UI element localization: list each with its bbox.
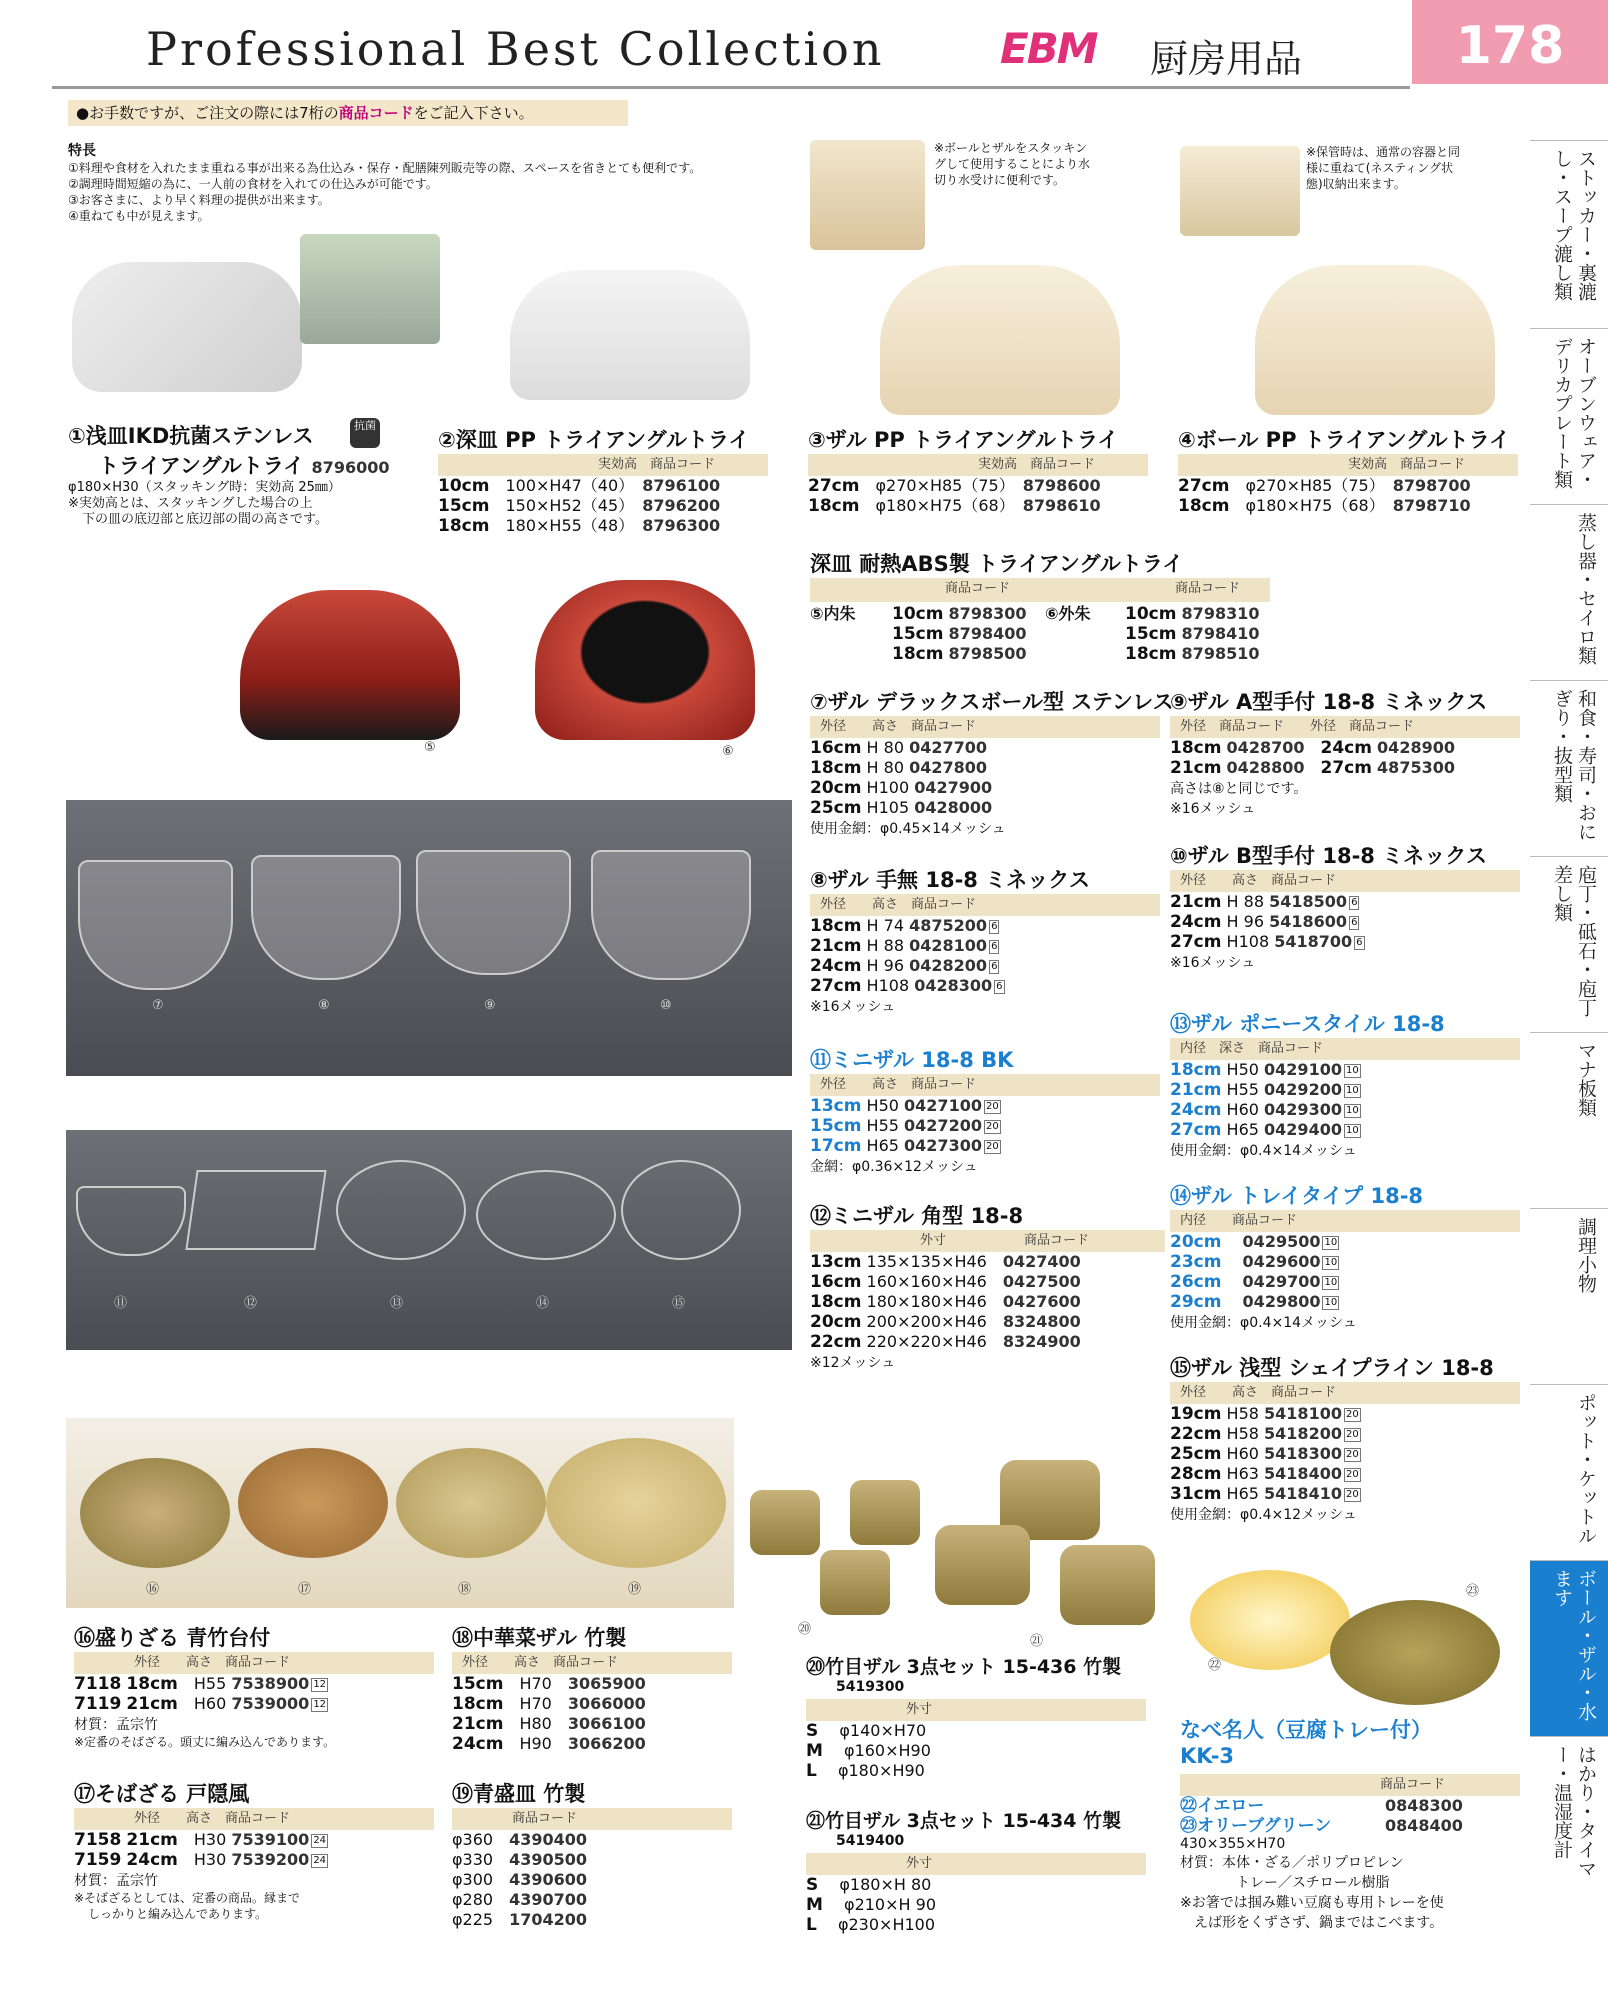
tray-16: [80, 1458, 230, 1568]
product-note: ※実効高とは、スタッキングした場合の上: [68, 496, 313, 511]
table-header: 内径 深さ 商品コード: [1170, 1038, 1520, 1060]
product-name: なべ名人（豆腐トレー付）: [1180, 1718, 1432, 1742]
table-header: 外寸: [806, 1699, 1146, 1721]
sidebar-item-knives[interactable]: 庖丁・砥石・庖丁差し類: [1530, 856, 1608, 1032]
photo-label: ⑥: [722, 744, 734, 759]
antibacterial-badge: 抗菌: [350, 418, 380, 448]
table-header: 外径 高さ 商品コード: [810, 716, 1160, 738]
table-row: 20cm H100 0427900: [810, 778, 993, 798]
product-12: [810, 1200, 1165, 1372]
table-row: 26cm 0429700 10: [1170, 1272, 1338, 1292]
mesh-note: ※16メッシュ: [1170, 955, 1256, 971]
product-number: ⑮: [1170, 1356, 1191, 1380]
table-header: 内径 商品コード: [1170, 1210, 1520, 1232]
product-image-mini-colanders: [66, 1130, 792, 1350]
table-header: 外寸: [806, 1853, 1146, 1875]
product-name: ミニザル 18-8 BK: [831, 1048, 1014, 1072]
product-20: [806, 1652, 1146, 1781]
photo-label: ⑦: [152, 998, 164, 1013]
product-18: [452, 1622, 732, 1754]
product-image-red-inner: [240, 590, 460, 740]
product-19: [452, 1778, 732, 1930]
colander-13: [336, 1160, 466, 1260]
table-row: 29cm 0429800 10: [1170, 1292, 1338, 1312]
feature-item: ④重ねても中が見えます。: [68, 209, 210, 223]
product-2: [438, 424, 768, 536]
basket-m: [850, 1480, 920, 1545]
sidebar-item-japanese[interactable]: 和食・寿司・おにぎり・抜型類: [1530, 680, 1608, 856]
table-row: 21cm H 88 0428100 6: [810, 936, 998, 956]
table-header: 実効高 商品コード: [808, 454, 1148, 476]
table-header: 外径 高さ 商品コード: [810, 894, 1160, 916]
sidebar-item-ovenware[interactable]: オーブンウェア・デリカプレート類: [1530, 328, 1608, 504]
colander-8: [251, 855, 401, 980]
table-row: 28cm H63 5418400 20: [1170, 1464, 1359, 1484]
table-row: φ330 4390500: [452, 1850, 588, 1869]
product-number: ②: [438, 428, 456, 452]
material-note: トレー／スチロール樹脂: [1236, 1875, 1390, 1891]
sidebar-item-utensils[interactable]: 調理小物: [1530, 1208, 1608, 1384]
product-name: 中華菜ザル 竹製: [473, 1626, 627, 1650]
product-name: 盛りざる 青竹台付: [95, 1626, 271, 1650]
table-row: 21cm H 88 5418500 6: [1170, 892, 1358, 912]
table-row: 24cm H 96 5418600 6: [1170, 912, 1358, 932]
colander-14: [476, 1170, 616, 1260]
product-image-deep-plate: [510, 270, 750, 400]
product-number: ⑧: [810, 868, 828, 892]
product-name: そばざる 戸隠風: [95, 1782, 250, 1806]
material-note: 材質：孟宗竹: [74, 1873, 158, 1889]
product-name: ザル B型手付 18-8 ミネックス: [1187, 844, 1488, 868]
table-row: 16cm H 80 0427700: [810, 738, 988, 758]
table-header: 外径 高さ 商品コード: [1170, 1382, 1520, 1404]
product-spec: φ180×H30（スタッキング時：実効高 25㎜）: [68, 480, 341, 495]
product-name: 浅皿IKD抗菌ステンレス: [85, 424, 314, 448]
product-number: ⑪: [810, 1048, 831, 1072]
product-name: ザル 浅型 シェイプライン 18-8: [1191, 1356, 1494, 1380]
table-row: 18cm φ180×H75（68） 8798610: [808, 496, 1101, 516]
table-row: 21cm 0428800 27cm 4875300: [1170, 758, 1455, 778]
photo-label: ㉓: [1466, 1584, 1480, 1599]
product-note: ※定番のそばざる。頭丈に編み込んであります。: [74, 1735, 336, 1749]
table-header: 外寸 商品コード: [810, 1230, 1165, 1252]
table-row: 15cm H70 3065900: [452, 1674, 646, 1694]
product-name: 竹目ザル 3点セット 15-434 竹製: [825, 1810, 1122, 1832]
product-code: 5419400: [836, 1833, 905, 1849]
product-number: ④: [1178, 428, 1196, 452]
product-name: 竹目ザル 3点セット 15-436 竹製: [825, 1656, 1122, 1678]
product-number: ⑱: [452, 1626, 473, 1650]
product-name: ザル デラックスボール型 ステンレス: [827, 690, 1174, 714]
notice-text-end: をご記入下さい。: [413, 104, 534, 122]
table-row: 17cm H65 0427300 20: [810, 1136, 999, 1156]
product-note: ※お箸では掴み難い豆腐も専用トレーを使: [1180, 1895, 1444, 1911]
table-row: φ300 4390600: [452, 1870, 588, 1889]
table-row: 21cm H55 0429200 10: [1170, 1080, 1359, 1100]
product-note: 下の皿の底辺部と底辺部の間の高さです。: [82, 512, 328, 527]
sidebar-item-stockers[interactable]: ストッカー・裏漉し・スープ漉し類: [1530, 140, 1608, 328]
colander-7: [78, 860, 233, 990]
table-row: 27cm φ270×H85（75） 8798700: [1178, 476, 1471, 496]
tray-19: [546, 1438, 726, 1568]
product-10: [1170, 840, 1520, 972]
photo-label: ⑲: [628, 1582, 642, 1597]
height-note: 高さは⑧と同じです。: [1170, 781, 1308, 797]
table-header: 外径 高さ 商品コード: [74, 1652, 434, 1674]
product-name: ザル 手無 18-8 ミネックス: [827, 868, 1091, 892]
photo-label: ⑱: [458, 1582, 472, 1597]
feature-item: ③お客さまに、より早く料理の提供が出来ます。: [68, 193, 330, 207]
product-name: ザル PP トライアングルトライ: [825, 428, 1119, 452]
variant-label: ⑥外朱: [1045, 604, 1091, 623]
table-header: 外径 高さ 商品コード: [1170, 870, 1520, 892]
product-21: [806, 1806, 1146, 1935]
table-row: 7118 18cm H55 7538900 12: [74, 1674, 327, 1694]
product-3: [808, 424, 1148, 516]
table-header: 商品コード: [1180, 1774, 1520, 1796]
table-row: L φ180×H90: [806, 1761, 925, 1781]
table-row: 18cm 8798510: [1125, 644, 1260, 664]
product-image-colander-pp: [880, 265, 1120, 415]
table-header: 外径 高さ 商品コード: [810, 1074, 1160, 1096]
product-number: ①: [68, 424, 86, 448]
colander-15: [621, 1160, 741, 1260]
table-row: 20cm 0429500 10: [1170, 1232, 1338, 1252]
stack-note: ※ボールとザルをスタッキングして使用することにより水切り水受けに便利です。: [934, 141, 1091, 187]
product-number: ⑭: [1170, 1184, 1191, 1208]
product-number: ⑰: [74, 1782, 95, 1806]
product-number: ⑯: [74, 1626, 95, 1650]
tray-17: [238, 1448, 388, 1558]
material-note: 材質：孟宗竹: [74, 1717, 158, 1733]
sidebar-item-pots-kettles[interactable]: ポット・ケットル: [1530, 1384, 1608, 1560]
table-header: 商品コード 商品コード: [810, 578, 1270, 602]
product-number: ⑬: [1170, 1012, 1191, 1036]
product-name: ミニザル 角型 18-8: [831, 1204, 1024, 1228]
notice-emphasis: 商品コード: [338, 104, 414, 122]
product-image-colanders: [66, 800, 792, 1076]
basket-s: [750, 1490, 820, 1555]
table-row: 10cm 8798310: [1125, 604, 1260, 624]
basket-xl2: [935, 1525, 1030, 1605]
product-image-nest-demo: [1180, 146, 1300, 236]
table-row: 15cm 8798400: [892, 624, 1027, 644]
table-row: 27cm H108 0428300 6: [810, 976, 1003, 996]
table-row: 25cm H105 0428000: [810, 798, 993, 818]
product-16: [74, 1622, 434, 1750]
sidebar-item-cutting-boards[interactable]: マナ板類: [1530, 1032, 1608, 1208]
material-note: 材質：本体・ざる／ポリプロピレン: [1180, 1855, 1404, 1871]
basket-l: [820, 1550, 890, 1615]
table-row: 25cm H60 5418300 20: [1170, 1444, 1359, 1464]
material-note: 使用金網：φ0.4×14メッシュ: [1170, 1315, 1357, 1331]
product-9: [1170, 686, 1520, 818]
product-image-tray-steel: [72, 262, 302, 392]
table-row: ㉓オリーブグリーン 0848400: [1180, 1816, 1463, 1836]
product-note: えば形をくずさず、鍋まではこべます。: [1194, 1915, 1444, 1931]
product-note: しっかりと編み込んであります。: [88, 1907, 268, 1921]
sidebar-item-scales-timers[interactable]: はかり・タイマー・温湿度計: [1530, 1736, 1608, 1912]
table-header: 外径 高さ 商品コード: [74, 1808, 434, 1830]
table-row: 15cm 150×H52（45） 8796200: [438, 496, 721, 516]
product-13: [1170, 1008, 1520, 1160]
product-number: ⑲: [452, 1782, 473, 1806]
features-block: [68, 140, 808, 224]
table-header: 商品コード: [452, 1808, 732, 1830]
tray-18: [396, 1448, 546, 1558]
table-row: L φ230×H100: [806, 1915, 936, 1935]
table-row: 18cm φ180×H75（68） 8798710: [1178, 496, 1471, 516]
product-number: ⑫: [810, 1204, 831, 1228]
table-row: 18cm 180×180×H46 0427600: [810, 1292, 1081, 1312]
table-row: 21cm H80 3066100: [452, 1714, 646, 1734]
product-image-nabe-meijin: [1190, 1570, 1500, 1720]
product-name: ザル A型手付 18-8 ミネックス: [1187, 690, 1488, 714]
table-row: 15cm 8798410: [1125, 624, 1260, 644]
table-row: M φ160×H90: [806, 1741, 931, 1761]
table-row: ㉒イエロー 0848300: [1180, 1796, 1463, 1816]
table-row: 18cm 0428700 24cm 0428900: [1170, 738, 1455, 758]
mesh-note: ※16メッシュ: [810, 999, 896, 1015]
product-number: ⑩: [1170, 844, 1188, 868]
product-code: 5419300: [836, 1679, 905, 1695]
photo-label: ⑮: [672, 1296, 686, 1311]
photo-label: ⑫: [244, 1296, 258, 1311]
table-row: 22cm H58 5418200 20: [1170, 1424, 1359, 1444]
table-row: 7119 21cm H60 7539000 12: [74, 1694, 327, 1714]
material-note: 使用金網：φ0.4×14メッシュ: [1170, 1143, 1357, 1159]
photo-label: ㉑: [1030, 1634, 1044, 1649]
mesh-note: 金網：φ0.36×12メッシュ: [810, 1159, 978, 1175]
photo-label: ⑰: [298, 1582, 312, 1597]
photo-label: ⑭: [536, 1296, 550, 1311]
product-15: [1170, 1352, 1520, 1524]
notice-text: ●お手数ですが、ご注文の際には7桁の: [76, 104, 339, 122]
table-row: φ360 4390400: [452, 1830, 588, 1849]
product-name: ザル トレイタイプ 18-8: [1191, 1184, 1424, 1208]
product-image-red-outer: [535, 580, 755, 740]
table-row: 16cm 160×160×H46 0427500: [810, 1272, 1081, 1292]
order-notice: [68, 100, 628, 126]
table-row: 22cm 220×220×H46 8324900: [810, 1332, 1081, 1352]
product-name: ボール PP トライアングルトライ: [1195, 428, 1510, 452]
table-row: 18cm H50 0429100 10: [1170, 1060, 1359, 1080]
product-22: [1180, 1714, 1520, 1932]
table-header: 外径 高さ 商品コード: [452, 1652, 732, 1674]
table-row: 15cm H55 0427200 20: [810, 1116, 999, 1136]
product-name: 深皿 耐熱ABS製 トライアングルトライ: [810, 552, 1184, 576]
material-note: 使用金網：φ0.45×14メッシュ: [810, 821, 1006, 837]
category-title: 厨房用品: [1150, 37, 1303, 81]
table-row: 7158 21cm H30 7539100 24: [74, 1830, 327, 1850]
product-name-2: トライアングルトライ: [98, 454, 305, 478]
table-row: S φ140×H70: [806, 1721, 927, 1741]
product-image-bamboo-sets: [740, 1450, 1170, 1650]
photo-label: ⑨: [484, 998, 496, 1013]
product-8: [810, 864, 1160, 1016]
photo-label: ⑤: [424, 740, 436, 755]
photo-label: ㉒: [1208, 1658, 1222, 1673]
table-header: 外径 商品コード 外径 商品コード: [1170, 716, 1520, 738]
product-image-bowl-pp: [1255, 265, 1495, 415]
tray-olive: [1330, 1600, 1500, 1705]
photo-label: ⑬: [390, 1296, 404, 1311]
product-number: ③: [808, 428, 826, 452]
colander-10: [591, 850, 751, 980]
brand-logo: EBM: [1000, 24, 1097, 73]
table-row: 24cm H 96 0428200 6: [810, 956, 998, 976]
material-note: 使用金網：φ0.4×12メッシュ: [1170, 1507, 1357, 1523]
table-row: 18cm 180×H55（48） 8796300: [438, 516, 721, 536]
table-row: 13cm 135×135×H46 0427400: [810, 1252, 1081, 1272]
product-number: ⑦: [810, 690, 828, 714]
table-row: 23cm 0429600 10: [1170, 1252, 1338, 1272]
product-number: ⑳: [806, 1656, 826, 1678]
table-row: φ225 1704200: [452, 1910, 588, 1929]
product-image-stacked: [300, 234, 440, 344]
mesh-note: ※16メッシュ: [1170, 801, 1256, 817]
table-row: M φ210×H 90: [806, 1895, 936, 1915]
features-title: 特長: [68, 143, 96, 159]
sidebar-item-bowls-colanders[interactable]: ボール・ザル・水ます: [1530, 1560, 1608, 1736]
table-row: 10cm 100×H47（40） 8796100: [438, 476, 721, 496]
product-14: [1170, 1180, 1520, 1332]
product-5-6: [810, 548, 1270, 668]
product-name: ザル ポニースタイル 18-8: [1191, 1012, 1445, 1036]
basket-xl3: [1060, 1545, 1155, 1625]
category-sidebar: [1530, 140, 1608, 2000]
table-row: 13cm H50 0427100 20: [810, 1096, 999, 1116]
product-4: [1178, 424, 1518, 516]
photo-label: ⑪: [114, 1296, 128, 1311]
product-dimensions: 430×355×H70: [1180, 1836, 1286, 1852]
colander-9: [416, 850, 571, 975]
photo-label: ⑩: [660, 998, 672, 1013]
photo-label: ⑳: [798, 1622, 812, 1637]
table-row: 24cm H60 0429300 10: [1170, 1100, 1359, 1120]
product-code: 8796000: [311, 458, 390, 477]
table-row: 20cm 200×200×H46 8324800: [810, 1312, 1081, 1332]
table-row: 18cm H 74 4875200 6: [810, 916, 998, 936]
photo-label: ⑯: [146, 1582, 160, 1597]
feature-item: ②調理時間短縮の為に、一人前の食材を入れての仕込みが可能です。: [68, 177, 438, 191]
table-header: 実効高 商品コード: [438, 454, 768, 476]
product-11: [810, 1044, 1160, 1176]
variant-label: ⑤内朱: [810, 604, 856, 623]
product-number: ㉑: [806, 1810, 826, 1832]
storage-note: ※保管時は、通常の容器と同様に重ねて(ネスティング状態)収納出来ます。: [1306, 145, 1461, 191]
table-row: 24cm H90 3066200: [452, 1734, 646, 1754]
product-image-stack-demo: [810, 140, 925, 250]
table-row: 18cm H 80 0427800: [810, 758, 988, 778]
table-row: S φ180×H 80: [806, 1875, 932, 1895]
table-row: 19cm H58 5418100 20: [1170, 1404, 1359, 1424]
table-row: 18cm 8798500: [892, 644, 1027, 664]
page-title: Professional Best Collection: [146, 22, 885, 76]
table-row: 7159 24cm H30 7539200 24: [74, 1850, 327, 1870]
feature-item: ①料理や食材を入れたまま重ねる事が出来る為仕込み・保存・配膳陳列販売等の際、スペースを省きとても便利です。: [68, 161, 702, 175]
product-17: [74, 1778, 434, 1922]
table-row: 10cm 8798300: [892, 604, 1027, 624]
photo-label: ⑧: [318, 998, 330, 1013]
table-row: 27cm φ270×H85（75） 8798600: [808, 476, 1101, 496]
page-number: 178: [1412, 0, 1608, 84]
product-7: [810, 686, 1174, 838]
product-name: 青盛皿 竹製: [473, 1782, 586, 1806]
colander-11: [76, 1186, 186, 1256]
colander-12: [185, 1170, 326, 1250]
sidebar-item-steamers[interactable]: 蒸し器・セイロ類: [1530, 504, 1608, 680]
table-header: 実効高 商品コード: [1178, 454, 1518, 476]
product-image-bamboo-trays: [66, 1418, 734, 1608]
table-row: φ280 4390700: [452, 1890, 588, 1909]
product-model: KK-3: [1180, 1744, 1235, 1768]
mesh-note: ※12メッシュ: [810, 1355, 896, 1371]
table-row: 27cm H65 0429400 10: [1170, 1120, 1359, 1140]
table-row: 18cm H70 3066000: [452, 1694, 646, 1714]
product-number: ⑨: [1170, 690, 1188, 714]
header-rule: [52, 86, 1410, 89]
product-name: 深皿 PP トライアングルトライ: [455, 428, 750, 452]
table-row: 27cm H108 5418700 6: [1170, 932, 1363, 952]
product-note: ※そばざるとしては、定番の商品。縁まで: [74, 1891, 301, 1905]
table-row: 31cm H65 5418410 20: [1170, 1484, 1359, 1504]
